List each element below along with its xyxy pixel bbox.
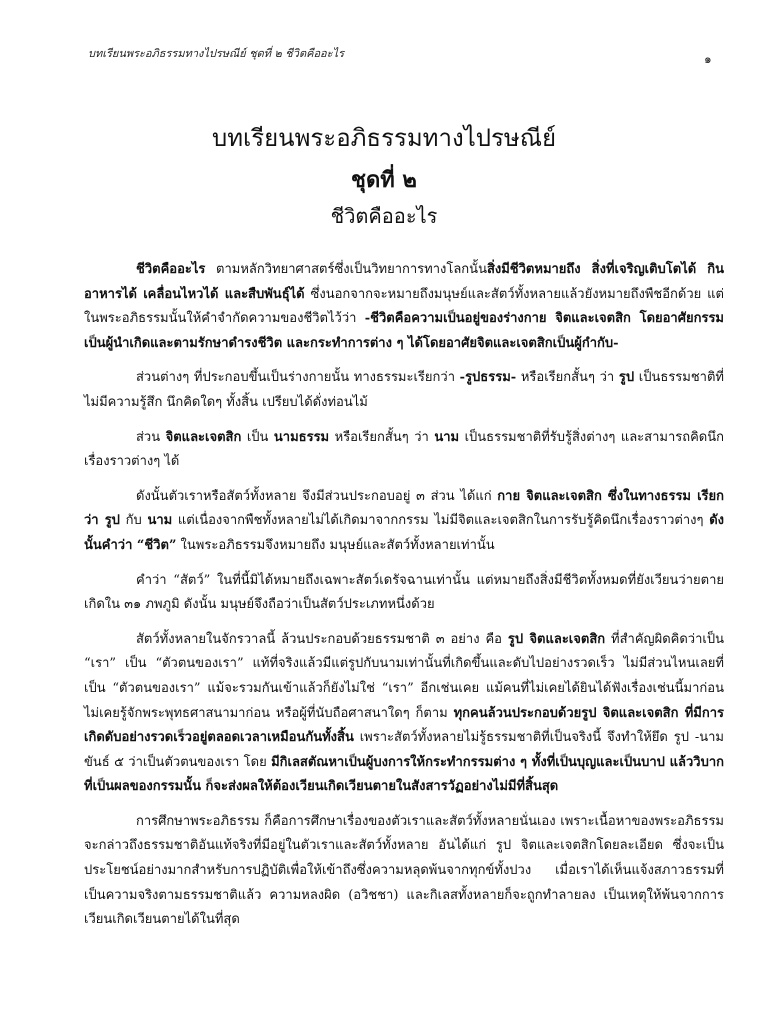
lesson-title: ชีวิตคืออะไร	[330, 204, 438, 228]
text-run: ดังนั้นตัวเราหรือสัตว์ทั้งหลาย จึงมีส่วนประกอบอยู่ ๓ ส่วน ได้แก่	[136, 488, 498, 504]
page-number: ๑	[704, 52, 712, 66]
text-run: เป็นธรรมชาติที่ไม่มีความรู้สึก นึกคิดใดๆ ทั้งสิ้น เปรียบได้ดั่งท่อนไม้	[84, 370, 724, 410]
text-run: เป็น	[241, 429, 274, 445]
text-run: ซึ่งนอกจากจะหมายถึงมนุษย์และสัตว์ทั้งหลายแล้วยังหมายถึงพืชอีกด้วย แต่ในพระอภิธรรมนั้นให้คำจำกัดความของชีวิตไว้ว่า	[84, 286, 724, 327]
series-number: ชุดที่ ๒	[351, 167, 417, 193]
text-run: การศึกษาพระอภิธรรม ก็คือการศึกษาเรื่องของตัวเราและสัตว์ทั้งหลายนั่นเอง เพราะเนื้อหาของพระอภิธรรม จะกล่าวถึงธรรมชาติอันแท้จริงที่มีอยู่ในตัวเราและสัตว์ทั้งหลาย อันได้แก่ รูป จิตและเจตสิกโดยละเอียด ซึ่งจะเป็นประโยชน์อย่างมากสำหรับการปฏิบัติเพื่อให้เข้าถึงซึ่งความหลุดพ้นจากทุกข์ทั้งปวง เมื่อเราได้เห็นแจ้งสภาวธรรมที่เป็นความจริงตามธรรมชาติแล้ว ความหลงผิด (อวิชชา) และกิเลสทั้งหลายก็จะถูกทำลายลง เป็นเหตุให้พ้นจากการเวียนเกิดเวียนตายได้ในที่สุด	[84, 813, 724, 928]
paragraph	[84, 628, 724, 800]
running-header: บทเรียนพระอภิธรรมทางไปรษณีย์ ชุดที่ ๒ ชีวิตคืออะไร	[88, 47, 345, 60]
bold-text: รูป	[618, 370, 635, 386]
bold-text: ดังนั้นคำว่า “ชีวิต”	[84, 513, 724, 553]
bold-text: -ชีวิตคือความเป็นอยู่ของร่างกาย จิตและเจตสิก โดยอาศัยกรรมเป็นผู้นำเกิดและตามรักษาดำรงชีวิต และกระทำการต่าง ๆ ได้โดยอาศัยจิตและเจตสิกเป็นผู้กำกับ-	[84, 311, 725, 351]
text-run: ในพระอภิธรรมจึงหมายถึง มนุษย์และสัตว์ทั้งหลายเท่านั้น	[176, 537, 495, 553]
bold-text: มีกิเลสตัณหาเป็นผู้บงการให้กระทำกรรมต่าง ๆ ทั้งที่เป็นบุญและเป็นบาป แล้ววิบากที่เป็นผลของกรรมนั้น ก็จะส่งผลให้ต้องเวียนเกิดเวียนตายในสังสารวัฏอย่างไม่มีที่สิ้นสุด	[84, 754, 725, 795]
text-run: เป็นธรรมชาติที่รับรู้สิ่งต่างๆ และสามารถคิดนึกเรื่องราวต่างๆ ได้	[84, 429, 725, 470]
document-title: บทเรียนพระอภิธรรมทางไปรษณีย์	[211, 124, 557, 152]
paragraph	[84, 485, 724, 559]
paragraph	[84, 569, 724, 618]
text-run: หรือเรียกสั้นๆ ว่า	[516, 370, 619, 386]
bold-text: รูป จิตและเจตสิก	[507, 631, 606, 647]
bold-text: นาม	[434, 429, 460, 445]
text-run: กับ	[119, 513, 148, 529]
text-run: ส่วนต่างๆ ที่ประกอบขึ้นเป็นร่างกายนั้น ทางธรรมะเรียกว่า	[136, 370, 460, 386]
text-run: หรือเรียกสั้นๆ ว่า	[329, 429, 435, 445]
bold-text: -รูปธรรม-	[459, 370, 517, 386]
text-run: ตามหลักวิทยาศาสตร์ซึ่งเป็นวิทยาการทางโลกนั้น	[205, 262, 487, 277]
paragraph	[84, 366, 724, 415]
paragraph	[84, 258, 724, 356]
bold-text: นาม	[147, 513, 173, 529]
paragraph	[84, 426, 724, 475]
text-run: ที่สำคัญผิดคิดว่าเป็น “เรา” เป็น “ตัวตนของเรา” แท้ที่จริงแล้วมีแต่รูปกับนามเท่านั้นที่เกิดขึ้นและดับไปอย่างรวดเร็ว ไม่มีส่วนไหนเลยที่เป็น “ตัวตนของเรา” แม้จะรวมกันเข้าแล้วก็ยังไม่ใช่ “เรา” อีกเช่นเคย แม้คนที่ไม่เคยได้ยินได้ฟังเรื่องเช่นนี้มาก่อน ไม่เคยรู้จักพระพุทธศาสนามาก่อน หรือผู้ที่นับถือศาสนาใดๆ ก็ตาม	[84, 631, 724, 721]
text-run: สัตว์ทั้งหลายในจักรวาลนี้ ล้วนประกอบด้วยธรรมชาติ ๓ อย่าง คือ	[136, 631, 508, 647]
body-text	[84, 258, 724, 943]
bold-text: นามธรรม	[273, 429, 330, 445]
text-run: เพราะสัตว์ทั้งหลายไม่รู้ธรรมชาติที่เป็นจริงนี้ จึงทำให้ยึด รูป -นาม ขันธ์ ๕ ว่าเป็นตัวตนของเรา โดย	[84, 730, 724, 770]
bold-text: ชีวิตคืออะไร	[136, 262, 206, 277]
text-run: แต่เนื่องจากพืชทั้งหลายไม่ได้เกิดมาจากกรรม ไม่มีจิตและเจตสิกในการรับรู้คิดนึกเรื่องราวต่างๆ	[172, 513, 710, 529]
paragraph	[84, 810, 724, 933]
bold-text: จิตและเจตสิก	[165, 429, 242, 445]
bold-text: ทุกคนล้วนประกอบด้วยรูป จิตและเจตสิก ที่มีการเกิดดับอย่างรวดเร็วอยู่ตลอดเวลาเหมือนกันทั้งสิ้น	[84, 705, 724, 746]
text-run: ส่วน	[136, 429, 166, 445]
bold-text: สิ่งมีชีวิตหมายถึง สิ่งที่เจริญเติบโตได้ กินอาหารได้ เคลื่อนไหวได้ และสืบพันธุ์ได้	[84, 262, 724, 302]
bold-text: กาย จิตและเจตสิก ซึ่งในทางธรรม เรียกว่า รูป	[84, 488, 724, 529]
text-run: คำว่า “สัตว์” ในที่นี้มิได้หมายถึงเฉพาะสัตว์เดรัจฉานเท่านั้น แต่หมายถึงสิ่งมีชีวิตทั้งหมดที่ยังเวียนว่ายตายเกิดใน ๓๑ ภพภูมิ ดังนั้น มนุษย์จึงถือว่าเป็นสัตว์ประเภทหนึ่งด้วย	[84, 572, 724, 613]
